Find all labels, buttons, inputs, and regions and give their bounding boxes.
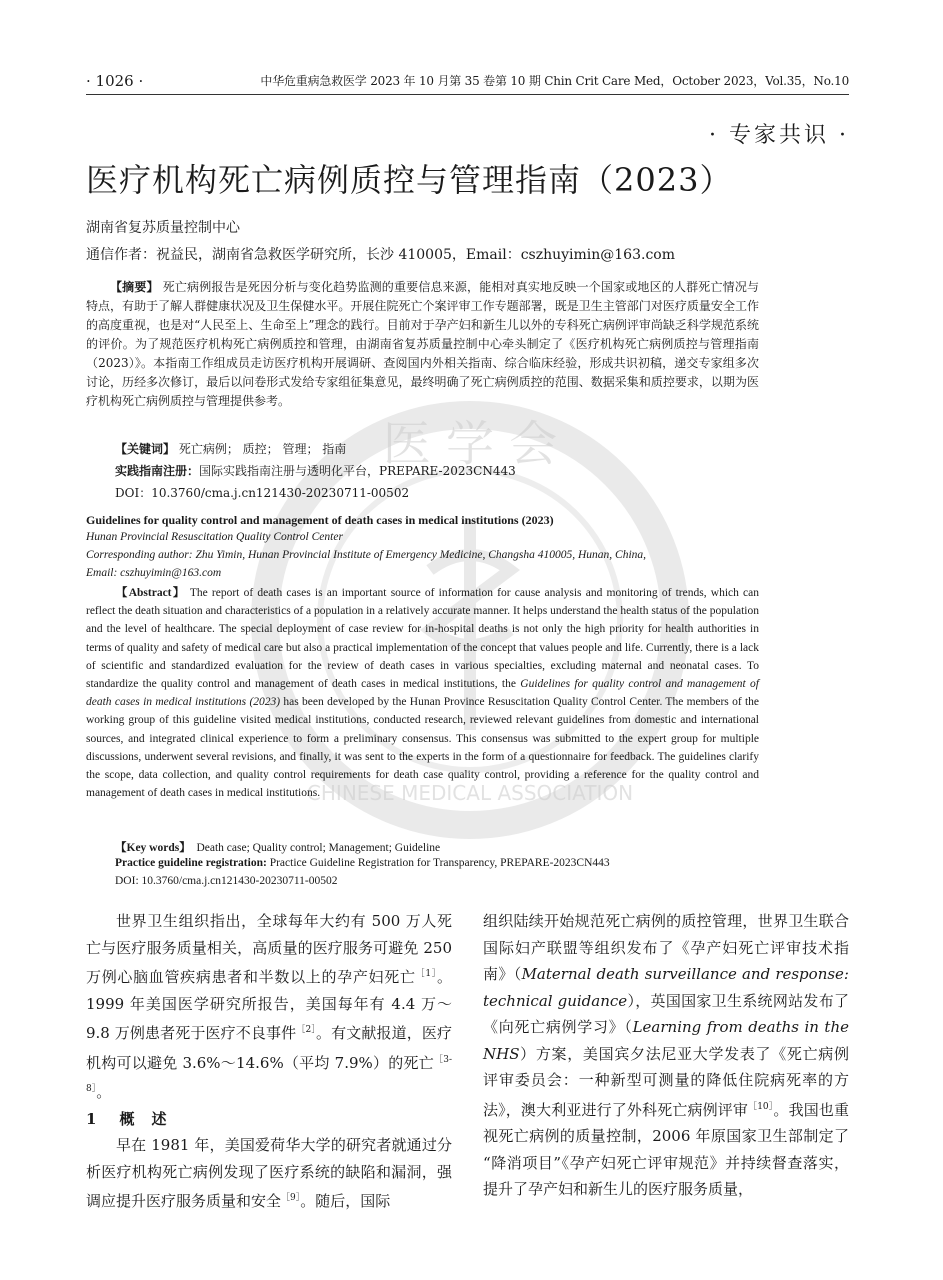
keywords-en-label: 【Key words】 [115, 842, 191, 854]
doi-en: DOI: 10.3760/cma.j.cn121430-20230711-00502 [115, 875, 338, 887]
italic-title-2: Learning from deaths in the NHS [483, 1018, 849, 1063]
registration-en-label: Practice guideline registration: [115, 857, 267, 869]
citation-3-8: ［3-8］ [86, 1054, 452, 1094]
body-paragraph-1: 世界卫生组织指出，全球每年大约有 500 万人死亡与医疗服务质量相关，高质量的医疗服务可避免 250 万例心脑血管疾病患者和半数以上的孕产妇死亡$^{[1]}$。1999 年美国医学研究所报告，美国每年有 4.4 万～9.8 万例患者死于医疗不良事件$^{[2]}$。有文献报道，医疗机构可以避免 3.6%～14.6%（平均 7.9%）的死亡$^{[3-8]}$。 [86, 912, 452, 1101]
page-number: · 1026 · [86, 72, 144, 90]
english-title: Guidelines for quality control and management of death cases in medical institutions (2023) [86, 513, 554, 527]
body-paragraph-2: 早在 1981 年，美国爱荷华大学的研究者就通过分析医疗机构死亡病例发现了医疗系统的缺陷和漏洞，强调应提升医疗服务质量和安全$^{[9]}$。随后，国际 [86, 1136, 452, 1210]
registration-en-text: Practice Guideline Registration for Transparency, PREPARE-2023CN443 [269, 857, 610, 869]
doi-zh: DOI：10.3760/cma.j.cn121430-20230711-00502 [115, 486, 410, 500]
body-right-column [483, 908, 849, 1203]
abstract-zh-text: 死亡病例报告是死因分析与变化趋势监测的重要信息来源，能相对真实地反映一个国家或地区的人群死亡情况与特点，有助于了解人群健康状况及卫生保健水平。开展住院死亡个案评审工作专题部署，既是卫生主管部门对医疗质量安全工作的高度重视，也是对“人民至上、生命至上”理念的践行。目前对于孕产妇和新生儿以外的专科死亡病例评审尚缺乏科学规范系统的评价。为了规范医疗机构死亡病例质控和管理，由湖南省复苏质量控制中心牵头制定了《医疗机构死亡病例质控与管理指南（2023）》。本指南工作组成员走访医疗机构开展调研、查阅国内外相关指南、综合临床经验，形成共识初稿，递交专家组多次讨论，历经多次修订，最后以问卷形式发给专家组征集意见，最终明确了死亡病例质控的范围、数据采集和质控要求，以期为医疗机构死亡病例质控与管理提供参考。 [86, 280, 759, 408]
english-abstract-part2: has been developed by the Hunan Province Resuscitation Quality Control Center. The members of the working group of this guideline visited medical institutions, conducted research, reviewed relevant guidelines from domestic and international sources, and integrated clinical experience to form a preliminary consensus. This consensus was submitted to the expert group for multiple discussions, underwent several revisions, and finally, it was sent to the experts in the form of a questionnaire for feedback. The guidelines clarify the scope, data collection, and quality control requirements for death case quality control, providing a reference for the quality control and management of death cases in medical institutions. [86, 696, 759, 800]
header-rule [86, 94, 849, 95]
registration-en [115, 857, 610, 869]
section-heading-1: 1 概 述 [86, 1109, 168, 1128]
registration-zh [115, 462, 516, 479]
journal-header: 中华危重病急救医学 2023 年 10 月第 35 卷第 10 期 Chin Crit Care Med，October 2023，Vol.35，No.10 [260, 74, 849, 88]
citation-10: ［10］ [748, 1101, 774, 1112]
english-corresponding-author: Corresponding author: Zhu Yimin, Hunan Provincial Institute of Emergency Medicine, Changsha 410005, Hunan, China, [86, 549, 647, 561]
keywords-zh-label: 【关键词】 [115, 442, 176, 456]
body-paragraph-3: 组织陆续开始规范死亡病例的质控管理，世界卫生联合国际妇产联盟等组织发布了《孕产妇死亡评审技术指南》（Maternal death surveillance and response: technical guidance），英国国家卫生系统网站发布了《向死亡病例学习》（Learning from deaths in the NHS）方案，美国宾夕法尼亚大学发表了《死亡病例评审委员会：一种新型可测量的降低住院病死率的方法》，澳大利亚进行了外科死亡病例评审$^{[10]}$。我国也重视死亡病例的质量控制，2006 年原国家卫生部制定了 “降消项目”《孕产妇死亡评审规范》并持续督查落实，提升了孕产妇和新生儿的医疗服务质量， [483, 912, 849, 1198]
english-abstract-italic: Guidelines for quality control and management of death cases in medical institutions (2023) [86, 678, 759, 709]
column-label: · 专家共识 · [709, 123, 849, 148]
citation-9: ［9］ [281, 1193, 301, 1203]
watermark-outer-text: CHINESE MEDICAL ASSOCIATION [306, 781, 634, 805]
english-email: Email: cszhuyimin@163.com [86, 567, 222, 579]
registration-zh-text: 国际实践指南注册与透明化平台，PREPARE-2023CN443 [199, 464, 516, 478]
body-left-column [86, 908, 452, 1215]
keywords-en [115, 839, 440, 855]
citation-2: ［2］ [296, 1025, 316, 1035]
keywords-zh-text: 死亡病例； 质控； 管理； 指南 [178, 442, 347, 456]
abstract-zh-label: 【摘要】 [110, 280, 159, 294]
abstract-zh [86, 278, 759, 411]
english-abstract [86, 584, 759, 802]
citation-1: ［1］ [415, 969, 437, 979]
italic-title-1: Maternal death surveillance and response: technical guidance [483, 965, 849, 1010]
watermark-text: 医 学 会 [382, 416, 558, 472]
english-affiliation: Hunan Provincial Resuscitation Quality Control Center [86, 531, 343, 543]
keywords-en-text: Death case; Quality control; Management; Guideline [196, 842, 441, 854]
affiliation-zh: 湖南省复苏质量控制中心 [86, 220, 240, 236]
english-abstract-label: 【Abstract】 [115, 587, 186, 599]
corresponding-author-zh: 通信作者：祝益民，湖南省急救医学研究所，长沙 410005，Email：cszhuyimin@163.com [86, 247, 675, 263]
registration-zh-label: 实践指南注册： [115, 464, 200, 478]
keywords-zh [115, 440, 346, 457]
english-abstract-part1: The report of death cases is an important source of information for cause analysis and monitoring of trends, which can reflect the death situation and characteristics of a population in a relatively accurate manner. It helps understand the health status of the population and the level of healthcare. The special deployment of case review for in-hospital deaths is not only the high priority for health authorities in terms of quality and safety of medical care but also a practical implementation of the concept that values people and life. Currently, there is a lack of scientific and standardized evaluation for the review of death cases in various specialties, excluding maternal and neonatal cases. To standardize the quality control and management of death cases in medical institutions, the [86, 587, 760, 691]
article-title: 医疗机构死亡病例质控与管理指南（2023） [86, 161, 733, 199]
